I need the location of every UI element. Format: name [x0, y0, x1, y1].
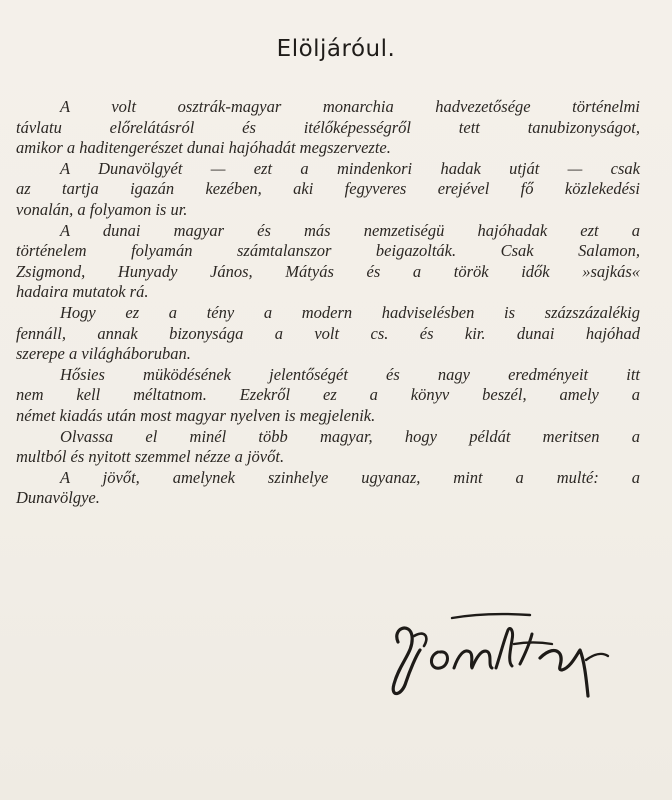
- text-line: amikor a haditengerészet dunai hajóhadát megszervezte.: [16, 138, 391, 158]
- paragraph-6: [16, 427, 640, 468]
- paragraph-7: [16, 468, 640, 509]
- text-line: A jövőt, amelynek szinhelye ugyanaz, mint a multé: a: [60, 467, 640, 487]
- text-line: történelem folyamán számtalanszor beigazolták. Csak Salamon,: [16, 241, 640, 261]
- text-line: az tartja igazán kezében, aki fegyveres erejével fő közlekedési: [16, 179, 640, 199]
- text-line: Dunavölgye.: [16, 488, 100, 508]
- text-line: A Dunavölgyét — ezt a mindenkori hadak utját — csak: [60, 158, 640, 178]
- handwritten-signature: [380, 600, 640, 710]
- text-line: vonalán, a folyamon is ur.: [16, 199, 188, 219]
- text-line: hadaira mutatok rá.: [16, 282, 149, 302]
- text-line: multból és nyitott szemmel nézze a jövőt.: [16, 447, 285, 467]
- text-line: nem kell méltatnom. Ezekről ez a könyv beszél, amely a: [16, 385, 640, 405]
- text-line: Hogy ez a tény a modern hadviselésben is százszázalékig: [60, 302, 640, 322]
- paragraph-4: [16, 303, 640, 365]
- text-line: szerepe a világháboruban.: [16, 344, 191, 364]
- text-line: A dunai magyar és más nemzetiségü hajóhadak ezt a: [60, 220, 640, 240]
- body-text: [16, 97, 640, 509]
- text-line: Zsigmond, Hunyady János, Mátyás és a török idők »sajkás«: [16, 261, 640, 281]
- text-line: Olvassa el minél több magyar, hogy példát meritsen a: [60, 426, 640, 446]
- paragraph-1: [16, 97, 640, 159]
- text-line: A volt osztrák-magyar monarchia hadvezetősége történelmi: [60, 97, 640, 116]
- paragraph-3: [16, 221, 640, 303]
- paragraph-5: [16, 365, 640, 427]
- page-title: Elöljáróul.: [276, 36, 396, 62]
- text-line: Hősies müködésének jelentőségét és nagy eredményeit itt: [60, 364, 640, 384]
- text-line: német kiadás után most magyar nyelven is megjelenik.: [16, 405, 376, 425]
- text-line: távlatu előrelátásról és itélőképességről tett tanubizonyságot,: [16, 117, 640, 137]
- paragraph-2: [16, 159, 640, 221]
- text-line: fennáll, annak bizonysága a volt cs. és kir. dunai hajóhad: [16, 323, 640, 343]
